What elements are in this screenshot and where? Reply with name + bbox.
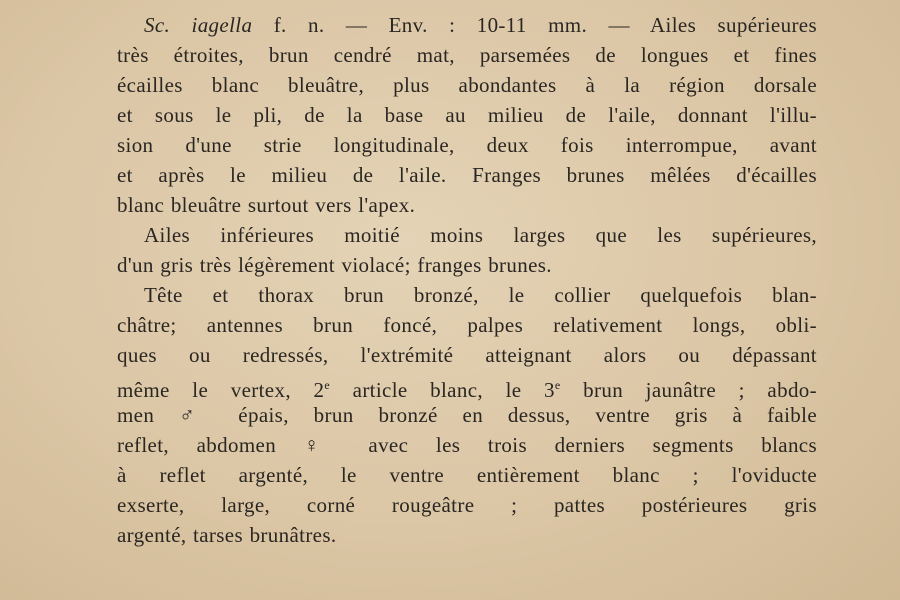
text-line: Ailes inférieures moitié moins larges que les supérieures, (144, 223, 817, 247)
text-line: blanc bleuâtre surtout vers l'apex. (117, 193, 416, 217)
text-line: Sc. iagella f. n. — Env. : 10-11 mm. — Ailes supérieures (144, 13, 817, 37)
text-line: ques ou redressés, l'extrémité atteignant alors ou dépassant (117, 343, 817, 367)
text-line: et sous le pli, de la base au milieu de l'aile, donnant l'illu- (117, 103, 817, 127)
text-line: même le vertex, 2e article blanc, le 3e brun jaunâtre ; abdo- (117, 378, 817, 402)
text-line: écailles blanc bleuâtre, plus abondantes à la région dorsale (117, 73, 817, 97)
taxon-name: Sc. iagella (144, 13, 253, 37)
text-line: et après le milieu de l'aile. Franges brunes mêlées d'écailles (117, 163, 817, 187)
text-line: reflet, abdomen ♀ avec les trois derniers segments blancs (117, 433, 817, 457)
text-line: men ♂ épais, brun bronzé en dessus, ventre gris à faible (117, 403, 817, 427)
text-line: très étroites, brun cendré mat, parsemées de longues et fines (117, 43, 817, 67)
text-line: à reflet argenté, le ventre entièrement blanc ; l'oviducte (117, 463, 817, 487)
text-line: d'un gris très légèrement violacé; franges brunes. (117, 253, 552, 277)
text-line: Tête et thorax brun bronzé, le collier quelquefois blan- (144, 283, 817, 307)
text-line: exserte, large, corné rougeâtre ; pattes postérieures gris (117, 493, 817, 517)
text-line: argenté, tarses brunâtres. (117, 523, 337, 547)
species-description (117, 10, 817, 550)
text-line: châtre; antennes brun foncé, palpes relativement longs, obli- (117, 313, 817, 337)
text-line: sion d'une strie longitudinale, deux fois interrompue, avant (117, 133, 817, 157)
